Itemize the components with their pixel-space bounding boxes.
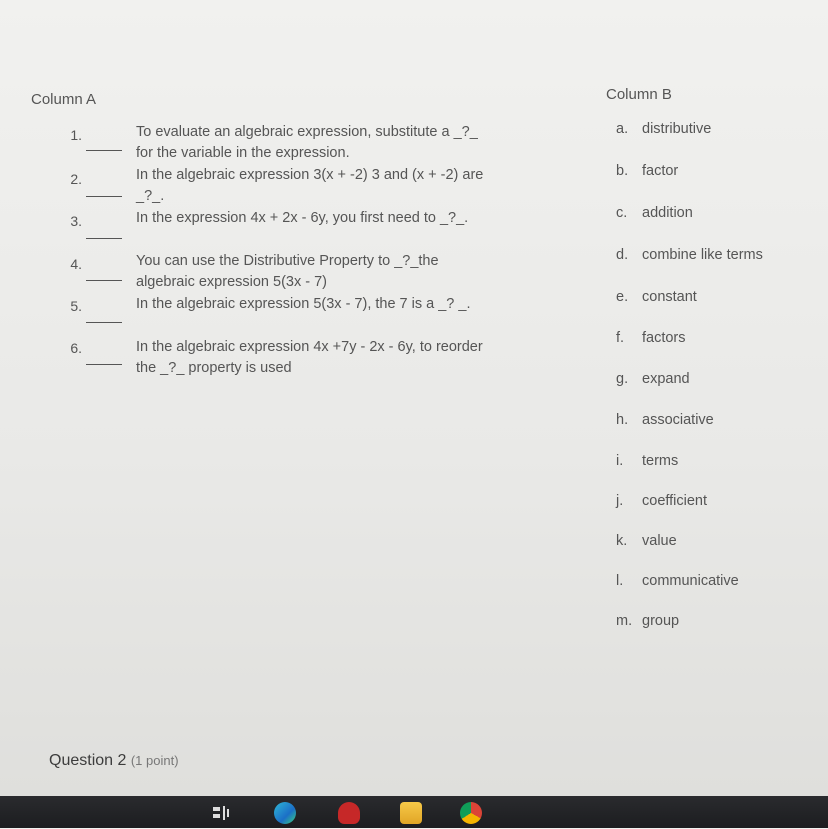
answer-blank-5[interactable] <box>86 322 122 323</box>
option-g: g. expand <box>616 371 690 387</box>
option-h: h. associative <box>616 412 714 428</box>
chrome-browser-icon[interactable] <box>460 802 482 824</box>
column-b-title: Column B <box>606 86 672 103</box>
answer-blank-6[interactable] <box>86 364 122 365</box>
file-explorer-icon[interactable] <box>400 802 422 824</box>
question-number: 6. <box>70 340 82 356</box>
option-i: i. terms <box>616 453 679 469</box>
option-d: d. combine like terms <box>616 247 763 263</box>
option-m: m. group <box>616 613 680 629</box>
question-number: 2. <box>70 171 82 187</box>
taskbar <box>0 796 828 828</box>
question-text: In the algebraic expression 3(x + -2) 3 and (x + -2) are _?_. <box>136 167 484 204</box>
question-footer <box>49 752 179 770</box>
option-a: a. distributive <box>616 121 712 137</box>
question-text: To evaluate an algebraic expression, substitute a _?_ for the variable in the expression. <box>136 124 478 161</box>
column-a-title: Column A <box>31 91 97 108</box>
question-text: In the algebraic expression 4x +7y - 2x - 6y, to reorder the _?_ property is used <box>136 339 483 376</box>
answer-blank-2[interactable] <box>86 196 122 197</box>
app-icon[interactable] <box>338 802 360 824</box>
option-l: l. communicative <box>616 573 739 589</box>
question-number: 5. <box>70 298 82 314</box>
question-number: 3. <box>70 213 82 229</box>
option-c: c. addition <box>616 205 693 221</box>
question-text: In the expression 4x + 2x - 6y, you first need to _?_. <box>136 210 469 226</box>
question-text: In the algebraic expression 5(3x - 7), the 7 is a _? _. <box>136 296 471 312</box>
question-points: (1 point) <box>130 753 179 768</box>
answer-blank-1[interactable] <box>86 150 122 151</box>
edge-browser-icon[interactable] <box>274 802 296 824</box>
option-f: f. factors <box>616 330 686 346</box>
question-text: You can use the Distributive Property to _?_the algebraic expression 5(3x - 7) <box>136 253 439 290</box>
answer-blank-4[interactable] <box>86 280 122 281</box>
option-e: e. constant <box>616 289 697 305</box>
question-label: Question 2 <box>49 752 127 769</box>
option-b: b. factor <box>616 163 679 179</box>
option-k: k. value <box>616 533 677 549</box>
question-number: 1. <box>70 127 82 143</box>
answer-blank-3[interactable] <box>86 238 122 239</box>
option-j: j. coefficient <box>616 493 708 509</box>
task-view-icon[interactable] <box>210 802 232 824</box>
question-number: 4. <box>70 256 82 272</box>
